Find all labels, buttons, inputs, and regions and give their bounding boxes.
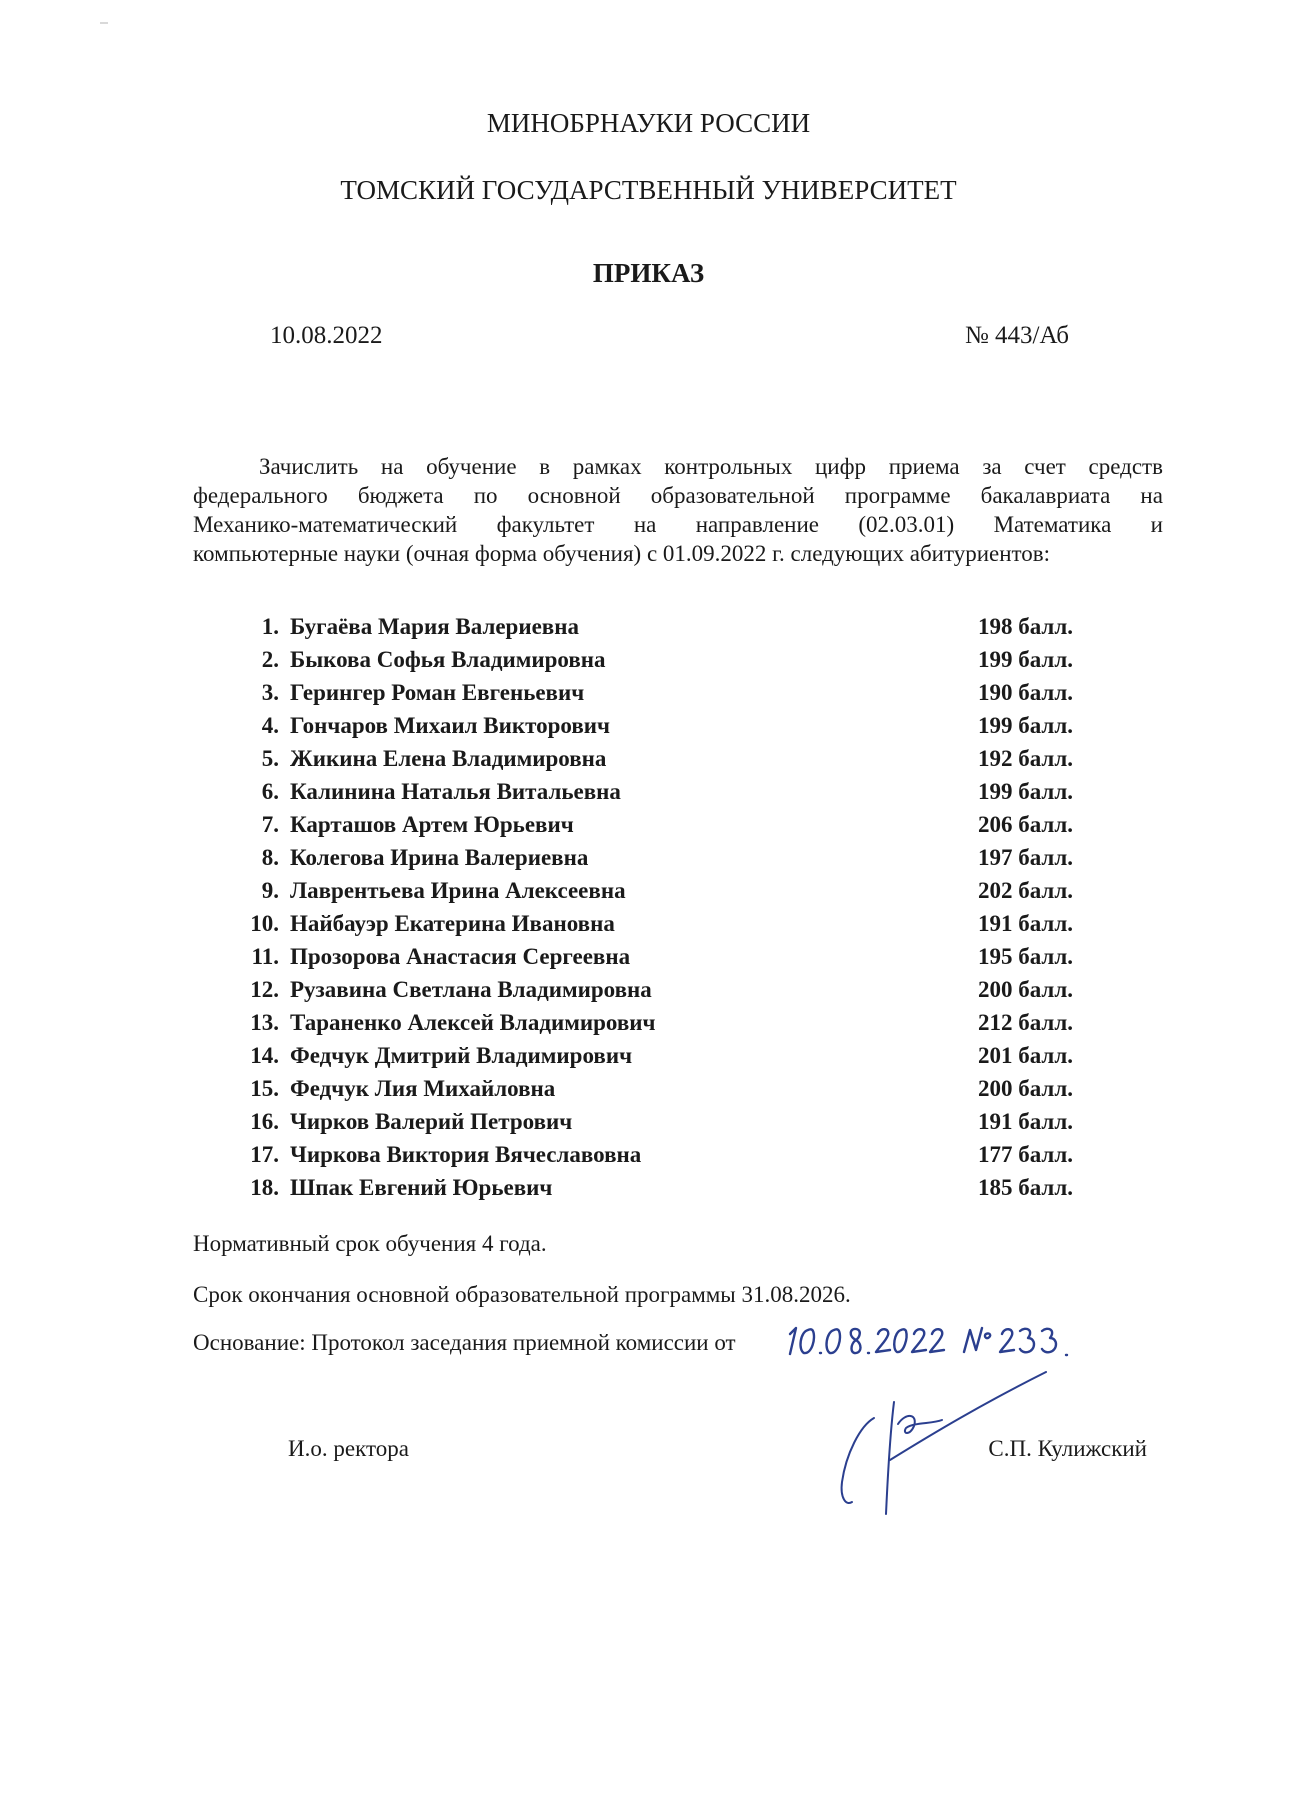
enrollee-row xyxy=(193,812,1073,845)
enrollee-number: 2. xyxy=(261,647,279,672)
enrollee-name: Бугаёва Мария Валериевна xyxy=(290,614,579,639)
enrollee-name: Прозорова Анастасия Сергеевна xyxy=(290,944,631,969)
preamble-line: Зачислить на обучение в рамках контрольных цифр приема за счет средств xyxy=(259,454,1163,479)
enrollee-number: 10. xyxy=(250,911,279,936)
enrollee-row xyxy=(193,680,1073,713)
order-preamble xyxy=(193,452,1163,568)
enrollee-row xyxy=(193,614,1073,647)
enrollee-row xyxy=(193,1175,1073,1208)
enrollee-score: 185 балл. xyxy=(977,1175,1073,1200)
enrollee-score: 191 балл. xyxy=(977,1109,1073,1134)
enrollee-name: Жикина Елена Владимировна xyxy=(290,746,607,771)
enrollee-number: 11. xyxy=(251,944,279,969)
preamble-line: федерального бюджета по основной образовательной программе бакалавриата на xyxy=(193,483,1163,508)
enrollee-score: 191 балл. xyxy=(977,911,1073,936)
enrollee-name: Калинина Наталья Витальевна xyxy=(290,779,621,804)
enrollee-row xyxy=(193,1142,1073,1175)
enrollee-number: 5. xyxy=(261,746,279,771)
enrollee-name: Чиркова Виктория Вячеславовна xyxy=(290,1142,642,1167)
enrollee-name: Федчук Дмитрий Владимирович xyxy=(290,1043,633,1068)
enrollee-score: 199 балл. xyxy=(977,779,1073,804)
enrollee-score: 199 балл. xyxy=(977,713,1073,738)
enrollee-row xyxy=(193,1109,1073,1142)
enrollee-row xyxy=(193,845,1073,878)
scan-mark xyxy=(100,22,108,24)
enrollee-row xyxy=(193,1076,1073,1109)
preamble-line: компьютерные науки (очная форма обучения) с 01.09.2022 г. следующих абитуриентов: xyxy=(193,541,1051,566)
acting-rector-label: И.о. ректора xyxy=(288,1436,409,1461)
enrollee-number: 14. xyxy=(250,1043,279,1068)
enrollee-number: 9. xyxy=(261,878,279,903)
enrollee-row xyxy=(193,779,1073,812)
handwritten-protocol-date xyxy=(786,1316,1086,1366)
enrollee-name: Карташов Артем Юрьевич xyxy=(290,812,574,837)
university-name: ТОМСКИЙ ГОСУДАРСТВЕННЫЙ УНИВЕРСИТЕТ xyxy=(340,175,957,205)
enrollee-name: Чирков Валерий Петрович xyxy=(290,1109,573,1134)
rector-name: С.П. Кулижский xyxy=(988,1436,1147,1461)
enrollee-row xyxy=(193,647,1073,680)
study-duration: Нормативный срок обучения 4 года. xyxy=(193,1231,547,1256)
enrollee-name: Лаврентьева Ирина Алексеевна xyxy=(290,878,626,903)
enrollee-number: 13. xyxy=(250,1010,279,1035)
enrollee-name: Федчук Лия Михайловна xyxy=(290,1076,556,1101)
enrollee-score: 200 балл. xyxy=(977,1076,1073,1101)
enrollee-number: 4. xyxy=(261,713,279,738)
preamble-line: Механико-математический факультет на направление (02.03.01) Математика и xyxy=(193,512,1163,537)
enrollee-row xyxy=(193,911,1073,944)
enrollee-score: 199 балл. xyxy=(977,647,1073,672)
enrollee-row xyxy=(193,1043,1073,1076)
enrollee-name: Рузавина Светлана Владимировна xyxy=(290,977,652,1002)
enrollee-row xyxy=(193,878,1073,911)
enrollee-name: Найбауэр Екатерина Ивановна xyxy=(290,911,615,936)
enrollee-number: 6. xyxy=(261,779,279,804)
order-date: 10.08.2022 xyxy=(270,322,383,349)
order-number: № 443/Аб xyxy=(964,322,1069,349)
enrollee-row xyxy=(193,746,1073,779)
enrollee-list xyxy=(193,614,1073,1208)
enrollee-score: 201 балл. xyxy=(977,1043,1073,1068)
enrollee-score: 190 балл. xyxy=(977,680,1073,705)
enrollee-score: 206 балл. xyxy=(977,812,1073,837)
enrollee-score: 202 балл. xyxy=(977,878,1073,903)
enrollee-name: Колегова Ирина Валериевна xyxy=(290,845,589,870)
enrollee-number: 7. xyxy=(261,812,279,837)
enrollee-number: 16. xyxy=(250,1109,279,1134)
enrollee-score: 192 балл. xyxy=(977,746,1073,771)
enrollee-score: 212 балл. xyxy=(977,1010,1073,1035)
enrollee-name: Шпак Евгений Юрьевич xyxy=(290,1175,553,1200)
enrollee-name: Тараненко Алексей Владимирович xyxy=(290,1010,656,1035)
enrollee-row xyxy=(193,1010,1073,1043)
enrollee-row xyxy=(193,977,1073,1010)
enrollee-score: 198 балл. xyxy=(977,614,1073,639)
enrollee-row xyxy=(193,713,1073,746)
enrollee-number: 15. xyxy=(250,1076,279,1101)
document-title: ПРИКАЗ xyxy=(592,258,705,288)
enrollee-name: Гончаров Михаил Викторович xyxy=(290,713,610,738)
ministry-name: МИНОБРНАУКИ РОССИИ xyxy=(486,108,811,138)
program-end-date: Срок окончания основной образовательной программы 31.08.2026. xyxy=(193,1282,851,1307)
enrollee-number: 3. xyxy=(261,680,279,705)
enrollee-number: 8. xyxy=(261,845,279,870)
enrollee-score: 197 балл. xyxy=(977,845,1073,870)
enrollee-number: 12. xyxy=(250,977,279,1002)
enrollee-score: 177 балл. xyxy=(977,1142,1073,1167)
enrollee-name: Быкова Софья Владимировна xyxy=(290,647,606,672)
enrollee-score: 200 балл. xyxy=(977,977,1073,1002)
enrollee-number: 1. xyxy=(261,614,279,639)
enrollee-row xyxy=(193,944,1073,977)
enrollee-score: 195 балл. xyxy=(977,944,1073,969)
enrollee-number: 17. xyxy=(250,1142,279,1167)
order-basis: Основание: Протокол заседания приемной комиссии от xyxy=(193,1330,736,1355)
enrollee-number: 18. xyxy=(250,1175,279,1200)
enrollee-name: Герингер Роман Евгеньевич xyxy=(290,680,585,705)
